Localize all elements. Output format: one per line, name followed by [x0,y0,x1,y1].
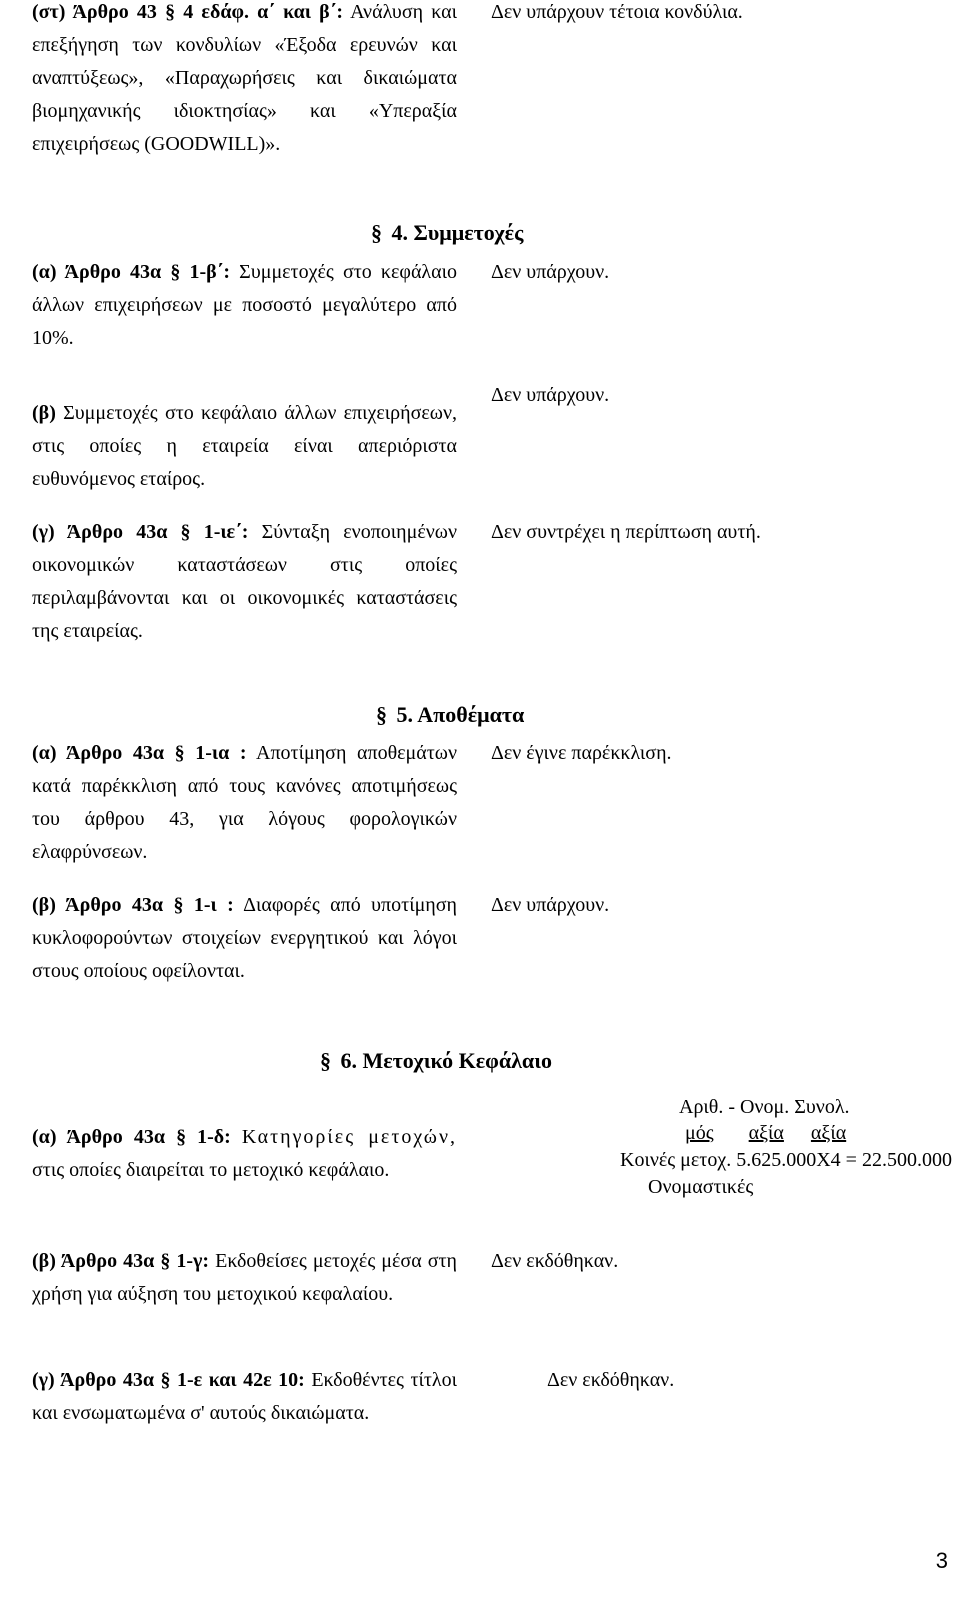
item-5b [32,889,457,988]
section-title: 5. Αποθέματα [396,702,525,727]
item-lead: (γ) Άρθρο 43α § 1-ιε΄: [32,521,249,543]
item-6a [32,1121,457,1187]
item-text: Εκδοθέντες τίτλοι και ενσωματωμένα σ' αυτούς δικαιώματα. [32,1369,457,1424]
table-row: Ονομαστικές [648,1176,754,1198]
page-number: 3 [935,1548,948,1573]
item-text: Συμμετοχές στο κεφάλαιο άλλων επιχειρήσεων με ποσοστό μεγαλύτερο από 10%. [32,261,457,349]
section-heading-6 [320,1048,552,1074]
item-st [32,0,457,161]
section-heading-4 [371,220,523,246]
table-header-2 [685,1120,846,1147]
item-answer: Δεν υπάρχουν. [491,894,610,916]
item-text: Ανάλυση και επεξήγηση των κονδυλίων «Έξοδα ερευνών και αναπτύξεως», «Παραχωρήσεις και δικαιώματα βιομηχανικής ιδιοκτησίας» και «Υπεραξία επιχειρήσεως (GOODWILL)». [32,1,457,155]
item-answer: Δεν υπάρχουν. [491,261,610,283]
item-answer: Δεν συντρέχει η περίπτωση αυτή. [491,521,761,543]
item-4a [32,256,457,355]
table-header-1: Αριθ. - Ονομ. Συνολ. [679,1096,850,1118]
header-cell: μός [685,1122,714,1144]
item-text: Σύνταξη ενοποιημένων οικονομικών καταστάσεων στις οποίες περιλαμβάνονται και οι οικονομικές καταστάσεις της εταιρείας. [32,521,458,642]
item-text: στις οποίες διαιρείται το μετοχικό κεφάλαιο. [32,1159,390,1181]
item-answer: Δεν υπάρχουν. [491,384,610,406]
item-answer: Δεν υπάρχουν τέτοια κονδύλια. [491,1,743,23]
item-6c [32,1364,457,1430]
item-lead: (β) [32,402,56,424]
item-lead: (α) Άρθρο 43α § 1-ια : [32,742,247,764]
item-lead: (β) Άρθρο 43α § 1-ι : [32,894,234,916]
item-5a [32,737,457,869]
item-lead: (β) Άρθρο 43α § 1-γ: [32,1250,210,1272]
item-lead: (γ) Άρθρο 43α § 1-ε και 42ε 10: [32,1369,305,1391]
header-cell: αξία [810,1122,847,1144]
section-title: 6. Μετοχικό Κεφάλαιο [340,1048,553,1073]
item-4c [32,516,457,648]
item-text: Εκδοθείσες μετοχές μέσα στη χρήση για αύξηση του μετοχικού κεφαλαίου. [32,1250,457,1305]
item-lead: (α) Άρθρο 43α § 1-β΄: [32,261,230,283]
item-4b [32,397,457,496]
section-title: 4. Συμμετοχές [391,220,524,245]
item-answer: Δεν εκδόθηκαν. [491,1250,619,1272]
item-text: Διαφορές από υποτίμηση κυκλοφορούντων στοιχείων ενεργητικού και λόγοι στους οποίους οφείλονται. [32,894,457,982]
item-lead: (στ) Άρθρο 43 § 4 εδάφ. α΄ και β΄: [32,1,344,23]
item-answer: Δεν εκδόθηκαν. [547,1369,675,1391]
section-heading-5 [376,702,524,728]
header-cell: αξία [748,1122,784,1144]
item-text-spaced: Κατηγορίες μετοχών, [241,1126,457,1148]
item-6b [32,1245,457,1311]
item-text: Αποτίμηση αποθεμάτων κατά παρέκκλιση από τους κανόνες αποτιμήσεως του άρθρου 43, για λόγους φορολογικών ελαφρύνσεων. [32,742,457,863]
section-sign: § [320,1048,331,1073]
section-sign: § [376,702,387,727]
table-row: Κοινές μετοχ. 5.625.000Χ4 = 22.500.000 [620,1149,952,1171]
section-sign: § [371,220,382,245]
item-text: Συμμετοχές στο κεφάλαιο άλλων επιχειρήσεων, στις οποίες η εταιρεία είναι απεριόριστα ευθυνόμενος εταίρος. [32,402,458,490]
item-answer: Δεν έγινε παρέκκλιση. [491,742,672,764]
item-lead: (α) Άρθρο 43α § 1-δ: [32,1126,231,1148]
